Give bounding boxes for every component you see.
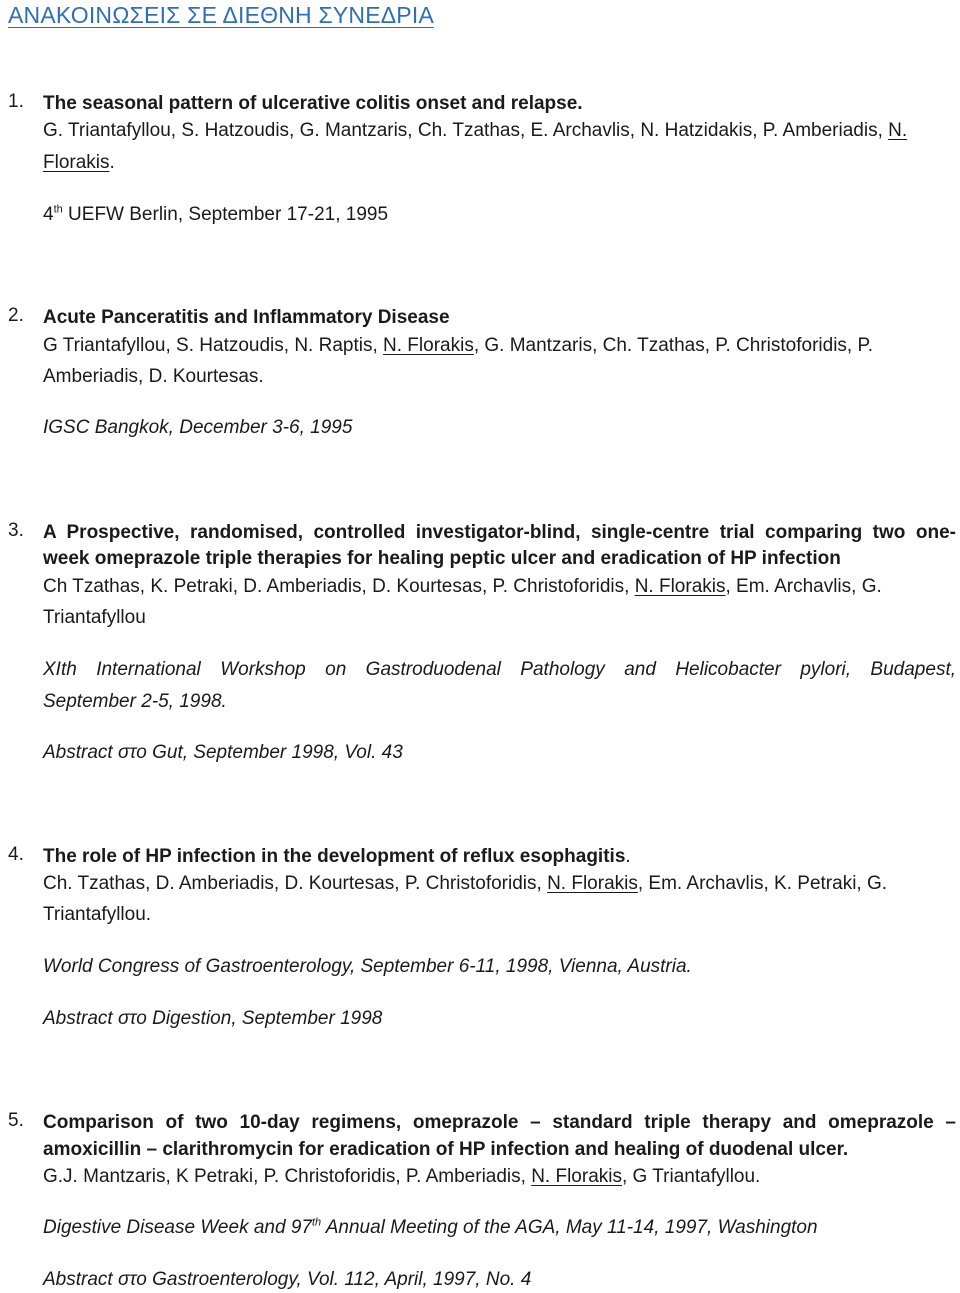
entry-title: A Prospective, randomised, controlled investigator-blind, single-centre trial comparing two one-	[43, 522, 956, 543]
entry-venue: IGSC Bangkok, December 3-6, 1995	[43, 417, 353, 438]
authors-text: , Em. Archavlis, G.	[725, 576, 882, 597]
entry-number: 3.	[8, 520, 24, 541]
entry-number: 5.	[8, 1110, 24, 1131]
venue-text: 4	[43, 204, 54, 225]
entry-authors	[43, 871, 956, 897]
entry-authors	[43, 333, 956, 359]
entry-number: 4.	[8, 844, 24, 865]
entry-title: Acute Panceratitis and Inflammatory Disease	[43, 307, 450, 328]
entry-abstract: Abstract στο Digestion, September 1998	[43, 1008, 383, 1029]
superscript: th	[53, 203, 63, 216]
authors-text: G. Triantafyllou, S. Hatzoudis, G. Mantzaris, Ch. Tzathas, E. Archavlis, N. Hatzidakis, P. Amberiadis,	[43, 120, 889, 141]
entry-venue-cont: September 2-5, 1998.	[43, 691, 227, 712]
entry-authors	[43, 118, 956, 144]
authors-text: , G Triantafyllou.	[622, 1166, 761, 1187]
entry-title: The seasonal pattern of ulcerative colitis onset and relapse.	[43, 93, 583, 114]
title-text: The role of HP infection in the development of reflux esophagitis	[43, 846, 626, 867]
authors-text: .	[109, 152, 115, 173]
authors-text: G.J. Mantzaris, K Petraki, P. Christoforidis, P. Amberiadis,	[43, 1166, 532, 1187]
venue-text: Digestive Disease Week and 97	[43, 1217, 312, 1238]
entry-authors-cont	[43, 150, 956, 176]
entry-title-cont: week omeprazole triple therapies for healing peptic ulcer and eradication of HP infection	[43, 548, 841, 569]
highlighted-author: N. Florakis	[383, 335, 474, 356]
entry-authors-cont: Amberiadis, D. Kourtesas.	[43, 366, 264, 387]
entry-abstract: Abstract στο Gastroenterology, Vol. 112, April, 1997, No. 4	[43, 1269, 532, 1290]
venue-text: Annual Meeting of the AGA, May 11-14, 1997, Washington	[321, 1217, 818, 1238]
highlighted-author: N. Florakis	[634, 576, 726, 597]
entry-authors-cont: Triantafyllou.	[43, 904, 152, 925]
authors-text: , Em. Archavlis, K. Petraki, G.	[637, 873, 888, 894]
entry-authors	[43, 574, 956, 600]
venue-text: UEFW Berlin, September 17-21, 1995	[62, 204, 389, 225]
entry-authors-cont: Triantafyllou	[43, 607, 146, 628]
entry-venue	[43, 1215, 956, 1241]
entry-number: 1.	[8, 91, 24, 112]
superscript: th	[311, 1216, 322, 1229]
authors-text: , G. Mantzaris, Ch. Tzathas, P. Christoforidis, P.	[473, 335, 873, 356]
entry-abstract: Abstract στο Gut, September 1998, Vol. 43	[43, 742, 403, 763]
highlighted-author: N.	[888, 120, 908, 141]
entry-title	[43, 844, 956, 870]
entry-venue: XIth International Workshop on Gastroduodenal Pathology and Helicobacter pylori, Budapest,	[43, 659, 956, 680]
entry-title: Comparison of two 10-day regimens, omeprazole – standard triple therapy and omeprazole –	[43, 1112, 956, 1133]
highlighted-author: N. Florakis	[531, 1166, 622, 1187]
authors-text: Ch Tzathas, K. Petraki, D. Amberiadis, D. Kourtesas, P. Christoforidis,	[43, 576, 635, 597]
title-punct: .	[625, 846, 631, 867]
authors-text: G Triantafyllou, S. Hatzoudis, N. Raptis,	[43, 335, 384, 356]
authors-text: Ch. Tzathas, D. Amberiadis, D. Kourtesas, P. Christoforidis,	[43, 873, 548, 894]
entry-number: 2.	[8, 305, 24, 326]
entry-venue	[43, 202, 956, 228]
entry-title-cont: amoxicillin – clarithromycin for eradication of HP infection and healing of duodenal ulcer.	[43, 1139, 849, 1160]
highlighted-author: Florakis	[43, 152, 110, 173]
entry-authors	[43, 1164, 956, 1190]
entry-venue: World Congress of Gastroenterology, September 6-11, 1998, Vienna, Austria.	[43, 956, 692, 977]
page-heading[interactable]: ΑΝΑΚΟΙΝΩΣΕΙΣ ΣΕ ΔΙΕΘΝΗ ΣΥΝΕΔΡΙΑ	[8, 2, 434, 28]
highlighted-author: N. Florakis	[547, 873, 638, 894]
